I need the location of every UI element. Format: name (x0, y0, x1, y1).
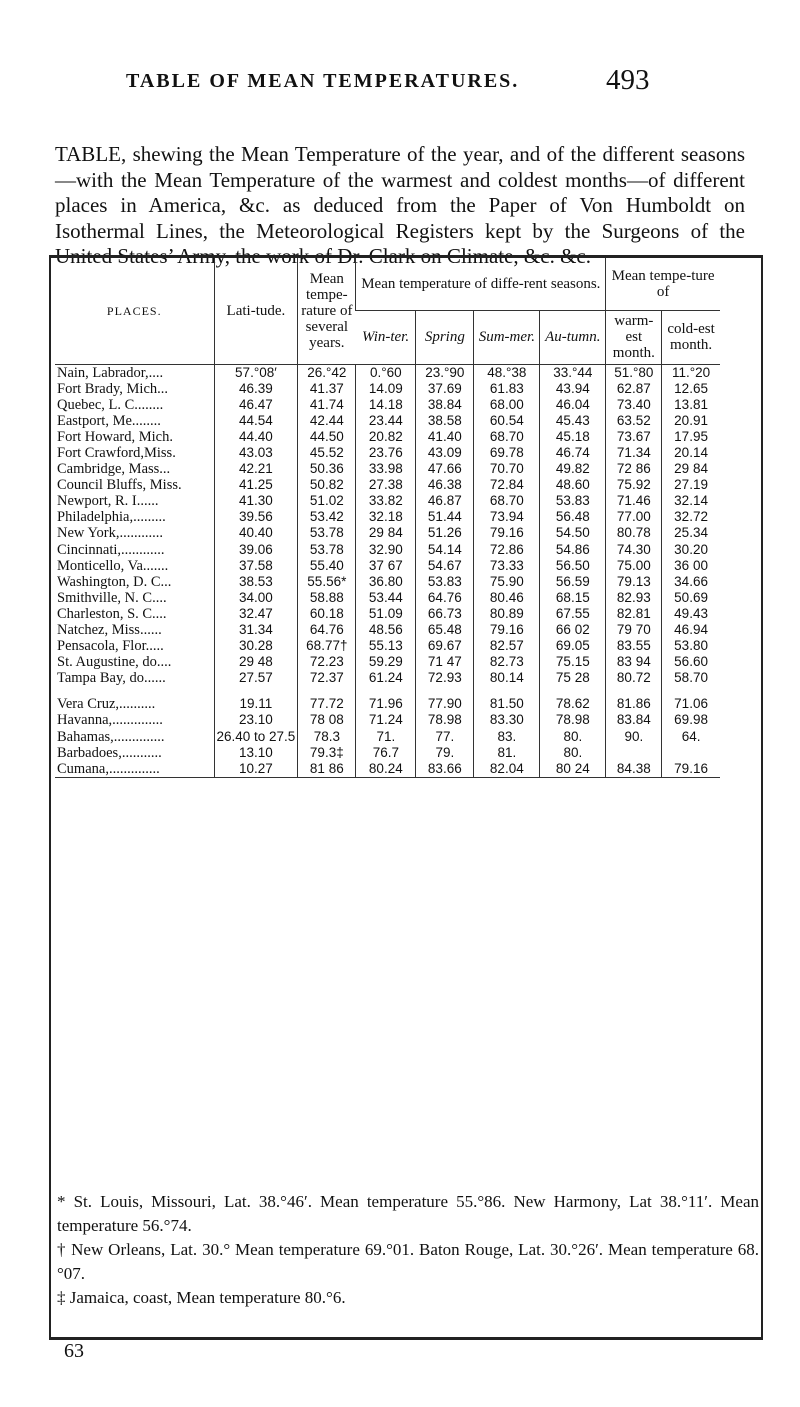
table-row (55, 461, 720, 477)
value-cell: 54.14 (416, 542, 474, 558)
place-cell: Newport, R. I...... (57, 493, 159, 510)
value-cell: 53.83 (416, 574, 474, 590)
value-cell: 68.77† (298, 638, 356, 654)
value-cell: 23.°90 (416, 364, 474, 381)
value-cell: 46.74 (540, 445, 606, 461)
value-cell: 14.09 (356, 381, 416, 397)
value-cell: 26.40 to 27.5 (214, 729, 298, 745)
value-cell: 81.86 (606, 696, 662, 712)
value-cell: 44.40 (214, 429, 298, 445)
value-cell: 83 94 (606, 654, 662, 670)
value-cell: 56.48 (540, 509, 606, 525)
value-cell: 71.24 (356, 712, 416, 728)
value-cell: 84.38 (606, 761, 662, 778)
value-cell: 20.14 (662, 445, 720, 461)
value-cell: 45.43 (540, 413, 606, 429)
place-cell: Natchez, Miss...... (57, 622, 162, 638)
place-cell: Eastport, Me........ (57, 412, 161, 429)
value-cell: 12.65 (662, 381, 720, 397)
value-cell: 53.42 (298, 509, 356, 525)
row-gap (55, 686, 720, 696)
value-cell: 32.72 (662, 509, 720, 525)
value-cell: 64. (662, 729, 720, 745)
value-cell: 27.38 (356, 477, 416, 493)
value-cell: 80. (540, 745, 606, 761)
value-cell: 81.50 (474, 696, 540, 712)
value-cell: 23.76 (356, 445, 416, 461)
value-cell: 29 48 (214, 654, 298, 670)
value-cell: 46.47 (214, 397, 298, 413)
place-cell: New York,............ (57, 525, 163, 542)
value-cell: 72.93 (416, 670, 474, 686)
header-winter: Win-ter. (356, 310, 416, 364)
value-cell: 33.°44 (540, 364, 606, 381)
value-cell: 11.°20 (662, 364, 720, 381)
value-cell: 61.83 (474, 381, 540, 397)
value-cell: 78.98 (540, 712, 606, 728)
value-cell: 39.06 (214, 542, 298, 558)
value-cell: 30.20 (662, 542, 720, 558)
value-cell: 57.°08′ (214, 364, 298, 381)
value-cell: 31.34 (214, 622, 298, 638)
header-spring: Spring (416, 310, 474, 364)
value-cell: 51.02 (298, 493, 356, 509)
value-cell: 81. (474, 745, 540, 761)
value-cell: 69.98 (662, 712, 720, 728)
place-cell: Bahamas,.............. (57, 728, 165, 745)
signature-mark: 63 (64, 1340, 84, 1362)
value-cell: 54.86 (540, 542, 606, 558)
value-cell: 20.91 (662, 413, 720, 429)
value-cell: 82.81 (606, 606, 662, 622)
value-cell: 72.37 (298, 670, 356, 686)
value-cell: 68.70 (474, 429, 540, 445)
value-cell: 50.82 (298, 477, 356, 493)
value-cell: 46.38 (416, 477, 474, 493)
table-row (55, 654, 720, 670)
value-cell: 43.09 (416, 445, 474, 461)
table-body (55, 364, 720, 777)
value-cell: 56.59 (540, 574, 606, 590)
value-cell: 73.40 (606, 397, 662, 413)
value-cell: 26.°42 (298, 364, 356, 381)
header-seasons-group: Mean temperature of diffe-rent seasons. (356, 258, 606, 310)
header-warmest: warm-est month. (606, 310, 662, 364)
table-row (55, 606, 720, 622)
value-cell: 51.09 (356, 606, 416, 622)
table-row (55, 477, 720, 493)
value-cell: 75 28 (540, 670, 606, 686)
value-cell: 72 86 (606, 461, 662, 477)
table-row (55, 761, 720, 778)
value-cell: 53.80 (662, 638, 720, 654)
value-cell: 36.80 (356, 574, 416, 590)
value-cell: 79. (416, 745, 474, 761)
value-cell: 82.93 (606, 590, 662, 606)
value-cell: 71 47 (416, 654, 474, 670)
value-cell: 61.24 (356, 670, 416, 686)
table-row (55, 413, 720, 429)
table-row (55, 590, 720, 606)
value-cell: 27.19 (662, 477, 720, 493)
value-cell: 41.74 (298, 397, 356, 413)
value-cell: 25.34 (662, 525, 720, 541)
table-row (55, 381, 720, 397)
value-cell: 13.10 (214, 745, 298, 761)
value-cell: 41.37 (298, 381, 356, 397)
header-places: PLACES. (55, 258, 214, 364)
value-cell: 58.70 (662, 670, 720, 686)
value-cell: 82.73 (474, 654, 540, 670)
table-row (55, 622, 720, 638)
value-cell: 56.50 (540, 558, 606, 574)
value-cell: 80.78 (606, 525, 662, 541)
value-cell: 65.48 (416, 622, 474, 638)
header-autumn: Au-tumn. (540, 310, 606, 364)
value-cell: 60.18 (298, 606, 356, 622)
value-cell: 48.°38 (474, 364, 540, 381)
value-cell: 33.82 (356, 493, 416, 509)
value-cell: 39.56 (214, 509, 298, 525)
value-cell: 49.82 (540, 461, 606, 477)
value-cell: 0.°60 (356, 364, 416, 381)
place-cell: Nain, Labrador,.... (57, 364, 164, 381)
value-cell: 74.30 (606, 542, 662, 558)
value-cell: 75.00 (606, 558, 662, 574)
value-cell: 32.47 (214, 606, 298, 622)
value-cell: 44.54 (214, 413, 298, 429)
value-cell: 83.55 (606, 638, 662, 654)
temperature-table (55, 258, 720, 778)
value-cell: 78 08 (298, 712, 356, 728)
value-cell: 73.94 (474, 509, 540, 525)
value-cell: 80. (540, 729, 606, 745)
place-cell: Monticello, Va....... (57, 557, 169, 574)
place-cell: Fort Crawford,Miss. (57, 444, 176, 461)
value-cell: 46.87 (416, 493, 474, 509)
header-months-group: Mean tempe-ture of (606, 258, 720, 310)
value-cell: 50.69 (662, 590, 720, 606)
value-cell: 79.3‡ (298, 745, 356, 761)
value-cell: 60.54 (474, 413, 540, 429)
value-cell: 37.58 (214, 558, 298, 574)
value-cell: 80 24 (540, 761, 606, 778)
value-cell: 64.76 (416, 590, 474, 606)
value-cell: 80.72 (606, 670, 662, 686)
value-cell: 13.81 (662, 397, 720, 413)
value-cell: 79.16 (662, 761, 720, 778)
value-cell: 64.76 (298, 622, 356, 638)
table-row (55, 712, 720, 728)
place-cell: Cambridge, Mass... (57, 461, 171, 478)
value-cell: 78.98 (416, 712, 474, 728)
value-cell: 38.58 (416, 413, 474, 429)
place-cell: Council Bluffs, Miss. (57, 477, 182, 494)
place-cell: Charleston, S. C.... (57, 605, 167, 622)
place-cell: Barbadoes,........... (57, 744, 162, 761)
value-cell: 80.14 (474, 670, 540, 686)
value-cell: 72.86 (474, 542, 540, 558)
table-row (55, 574, 720, 590)
value-cell: 51.26 (416, 525, 474, 541)
table-row (55, 493, 720, 509)
value-cell: 66 02 (540, 622, 606, 638)
value-cell: 73.67 (606, 429, 662, 445)
value-cell: 20.82 (356, 429, 416, 445)
value-cell: 83. (474, 729, 540, 745)
value-cell: 77. (416, 729, 474, 745)
table-row (55, 729, 720, 745)
value-cell: 77.00 (606, 509, 662, 525)
value-cell: 80.89 (474, 606, 540, 622)
value-cell: 71.46 (606, 493, 662, 509)
value-cell: 68.00 (474, 397, 540, 413)
value-cell: 83.30 (474, 712, 540, 728)
value-cell: 47.66 (416, 461, 474, 477)
place-cell: Cincinnati,............ (57, 541, 165, 558)
value-cell: 42.44 (298, 413, 356, 429)
place-cell: Philadelphia,......... (57, 509, 166, 526)
place-cell: Quebec, L. C........ (57, 396, 164, 413)
place-cell: Havanna,.............. (57, 712, 163, 729)
place-cell: St. Augustine, do.... (57, 654, 172, 671)
value-cell: 34.66 (662, 574, 720, 590)
value-cell: 75.92 (606, 477, 662, 493)
page-number: 493 (606, 64, 650, 96)
value-cell: 48.60 (540, 477, 606, 493)
table-row (55, 509, 720, 525)
value-cell: 33.98 (356, 461, 416, 477)
value-cell: 46.04 (540, 397, 606, 413)
value-cell: 46.39 (214, 381, 298, 397)
value-cell: 53.78 (298, 542, 356, 558)
value-cell: 79 70 (606, 622, 662, 638)
table-row (55, 542, 720, 558)
value-cell: 80.24 (356, 761, 416, 778)
value-cell: 54.50 (540, 525, 606, 541)
header-mean: Mean tempe-rature of several years. (298, 258, 356, 364)
value-cell: 32.14 (662, 493, 720, 509)
table-row (55, 745, 720, 761)
value-cell: 90. (606, 729, 662, 745)
value-cell: 72.84 (474, 477, 540, 493)
table-row (55, 364, 720, 381)
value-cell: 45.18 (540, 429, 606, 445)
value-cell: 66.73 (416, 606, 474, 622)
footnotes (57, 1190, 759, 1310)
place-cell: Washington, D. C... (57, 573, 172, 590)
footnote-double-dagger: ‡ Jamaica, coast, Mean temperature 80.°6. (57, 1288, 346, 1307)
footnote-star: * St. Louis, Missouri, Lat. 38.°46′. Mean temperature 55.°86. New Harmony, Lat 38.°11′. Mean temperature 56.°74. (57, 1192, 759, 1235)
value-cell: 63.52 (606, 413, 662, 429)
place-cell: Tampa Bay, do...... (57, 670, 166, 687)
value-cell: 78.3 (298, 729, 356, 745)
place-cell: Fort Brady, Mich... (57, 380, 169, 397)
table-caption: TABLE, shewing the Mean Temperature of the year, and of the different seasons—with the Mean Temperature of the warmest and coldest months—of different places in America, &c. as deduced from the Paper of Von Humboldt on Isothermal Lines, the Meteorological Registers kept by the Surgeons of the United States’ Army, the work of Dr. Clark on Climate, &c. &c. (55, 142, 745, 268)
value-cell: 77.90 (416, 696, 474, 712)
value-cell: 69.67 (416, 638, 474, 654)
table-row (55, 525, 720, 541)
value-cell: 42.21 (214, 461, 298, 477)
value-cell: 78.62 (540, 696, 606, 712)
value-cell: 68.15 (540, 590, 606, 606)
value-cell: 55.56* (298, 574, 356, 590)
value-cell: 83.66 (416, 761, 474, 778)
value-cell: 77.72 (298, 696, 356, 712)
value-cell (662, 745, 720, 761)
value-cell: 79.16 (474, 622, 540, 638)
place-cell: Fort Howard, Mich. (57, 428, 173, 445)
value-cell: 82.04 (474, 761, 540, 778)
value-cell: 32.18 (356, 509, 416, 525)
value-cell: 41.30 (214, 493, 298, 509)
value-cell: 38.84 (416, 397, 474, 413)
value-cell: 68.70 (474, 493, 540, 509)
value-cell: 70.70 (474, 461, 540, 477)
value-cell: 36 00 (662, 558, 720, 574)
value-cell: 71.96 (356, 696, 416, 712)
value-cell: 37.69 (416, 381, 474, 397)
table-row (55, 429, 720, 445)
value-cell: 23.10 (214, 712, 298, 728)
value-cell: 82.57 (474, 638, 540, 654)
value-cell: 40.40 (214, 525, 298, 541)
value-cell: 71. (356, 729, 416, 745)
value-cell: 55.13 (356, 638, 416, 654)
table-row (55, 558, 720, 574)
table-row (55, 638, 720, 654)
value-cell: 79.16 (474, 525, 540, 541)
value-cell (606, 745, 662, 761)
value-cell: 17.95 (662, 429, 720, 445)
value-cell: 69.05 (540, 638, 606, 654)
place-cell: Vera Cruz,.......... (57, 696, 156, 713)
value-cell: 27.57 (214, 670, 298, 686)
value-cell: 62.87 (606, 381, 662, 397)
value-cell: 44.50 (298, 429, 356, 445)
value-cell: 76.7 (356, 745, 416, 761)
value-cell: 79.13 (606, 574, 662, 590)
value-cell: 23.44 (356, 413, 416, 429)
value-cell: 54.67 (416, 558, 474, 574)
value-cell: 43.94 (540, 381, 606, 397)
place-cell: Cumana,.............. (55, 761, 214, 778)
value-cell: 53.78 (298, 525, 356, 541)
value-cell: 53.83 (540, 493, 606, 509)
value-cell: 49.43 (662, 606, 720, 622)
value-cell: 73.33 (474, 558, 540, 574)
value-cell: 37 67 (356, 558, 416, 574)
value-cell: 53.44 (356, 590, 416, 606)
value-cell: 58.88 (298, 590, 356, 606)
value-cell: 46.94 (662, 622, 720, 638)
value-cell: 38.53 (214, 574, 298, 590)
place-cell: Pensacola, Flor..... (57, 638, 164, 655)
value-cell: 50.36 (298, 461, 356, 477)
table-row (55, 670, 720, 686)
value-cell: 69.78 (474, 445, 540, 461)
value-cell: 51.44 (416, 509, 474, 525)
value-cell: 29 84 (662, 461, 720, 477)
value-cell: 43.03 (214, 445, 298, 461)
footnote-dagger: † New Orleans, Lat. 30.° Mean temperature 69.°01. Baton Rouge, Lat. 30.°26′. Mean temperature 68.°07. (57, 1240, 759, 1283)
value-cell: 59.29 (356, 654, 416, 670)
value-cell: 72.23 (298, 654, 356, 670)
table-row (55, 445, 720, 461)
value-cell: 67.55 (540, 606, 606, 622)
header-latitude: Lati-tude. (214, 258, 298, 364)
value-cell: 80.46 (474, 590, 540, 606)
table-row (55, 696, 720, 712)
value-cell: 81 86 (298, 761, 356, 778)
value-cell: 51.°80 (606, 364, 662, 381)
value-cell: 19.11 (214, 696, 298, 712)
place-cell: Smithville, N. C.... (57, 589, 167, 606)
value-cell: 55.40 (298, 558, 356, 574)
value-cell: 71.06 (662, 696, 720, 712)
value-cell: 48.56 (356, 622, 416, 638)
running-head-title: TABLE OF MEAN TEMPERATURES. (126, 70, 520, 92)
value-cell: 29 84 (356, 525, 416, 541)
value-cell: 56.60 (662, 654, 720, 670)
value-cell: 30.28 (214, 638, 298, 654)
value-cell: 75.15 (540, 654, 606, 670)
header-summer: Sum-mer. (474, 310, 540, 364)
value-cell: 41.40 (416, 429, 474, 445)
value-cell: 83.84 (606, 712, 662, 728)
header-coldest: cold-est month. (662, 310, 720, 364)
value-cell: 10.27 (214, 761, 298, 778)
value-cell: 14.18 (356, 397, 416, 413)
value-cell: 75.90 (474, 574, 540, 590)
value-cell: 34.00 (214, 590, 298, 606)
table-row (55, 397, 720, 413)
value-cell: 32.90 (356, 542, 416, 558)
value-cell: 45.52 (298, 445, 356, 461)
value-cell: 71.34 (606, 445, 662, 461)
value-cell: 41.25 (214, 477, 298, 493)
